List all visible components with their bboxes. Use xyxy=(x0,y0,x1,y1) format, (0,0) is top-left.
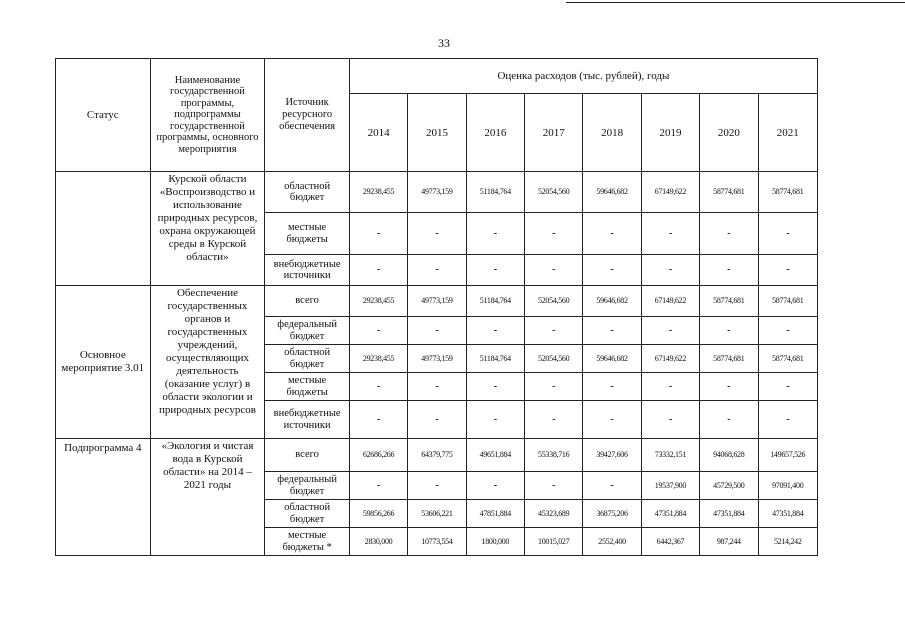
value-cell: - xyxy=(758,401,818,439)
header-year: 2014 xyxy=(349,94,407,172)
table-row xyxy=(56,172,818,213)
budget-table xyxy=(55,58,818,556)
value-cell: 39427,606 xyxy=(583,439,641,472)
value-cell: - xyxy=(758,317,818,345)
header-year: 2018 xyxy=(583,94,641,172)
value-cell: 59646,682 xyxy=(583,172,641,213)
value-cell: 67149,622 xyxy=(641,172,699,213)
value-cell: - xyxy=(349,373,407,401)
value-cell: - xyxy=(583,373,641,401)
value-cell: - xyxy=(525,255,583,286)
value-cell: 47851,884 xyxy=(466,500,524,528)
value-cell: - xyxy=(349,255,407,286)
header-name: Наименование государственной программы, подпрограммы государственной программы, основного мероприятия xyxy=(150,59,265,172)
value-cell: 2830,000 xyxy=(349,528,407,556)
value-cell: - xyxy=(700,213,758,255)
header-year: 2017 xyxy=(525,94,583,172)
header-year: 2015 xyxy=(408,94,466,172)
value-cell: 58774,681 xyxy=(700,345,758,373)
value-cell: - xyxy=(525,317,583,345)
value-cell: - xyxy=(758,255,818,286)
value-cell: 58774,681 xyxy=(758,286,818,317)
table-row xyxy=(56,439,818,472)
value-cell: 49651,884 xyxy=(466,439,524,472)
value-cell: 58774,681 xyxy=(700,286,758,317)
value-cell: - xyxy=(349,213,407,255)
value-cell: - xyxy=(466,255,524,286)
row-funding-source: областной бюджет xyxy=(265,345,350,373)
value-cell: 19537,900 xyxy=(641,472,699,500)
header-year: 2016 xyxy=(466,94,524,172)
value-cell: 97091,400 xyxy=(758,472,818,500)
value-cell: 49773,159 xyxy=(408,172,466,213)
row-funding-source: областной бюджет xyxy=(265,172,350,213)
value-cell: 45323,689 xyxy=(525,500,583,528)
row-program-name: Курской области «Воспроизводство и использование природных ресурсов, охрана окружающей среды в Курской области» xyxy=(150,172,265,286)
row-program-name: «Экология и чистая вода в Курской области» на 2014 – 2021 годы xyxy=(150,439,265,556)
value-cell: - xyxy=(466,317,524,345)
value-cell: - xyxy=(583,213,641,255)
value-cell: - xyxy=(466,401,524,439)
value-cell: - xyxy=(641,213,699,255)
value-cell: - xyxy=(466,213,524,255)
value-cell: 59646,682 xyxy=(583,345,641,373)
value-cell: 52054,560 xyxy=(525,172,583,213)
value-cell: 62686,266 xyxy=(349,439,407,472)
row-funding-source: местные бюджеты xyxy=(265,213,350,255)
value-cell: - xyxy=(408,317,466,345)
value-cell: 29238,455 xyxy=(349,345,407,373)
value-cell: - xyxy=(700,373,758,401)
value-cell: 10773,554 xyxy=(408,528,466,556)
value-cell: 67149,622 xyxy=(641,286,699,317)
value-cell: - xyxy=(466,373,524,401)
value-cell: 49773,159 xyxy=(408,286,466,317)
value-cell: 47351,884 xyxy=(700,500,758,528)
value-cell: - xyxy=(758,373,818,401)
value-cell: 987,244 xyxy=(700,528,758,556)
value-cell: 29238,455 xyxy=(349,286,407,317)
value-cell: - xyxy=(583,401,641,439)
value-cell: 64379,775 xyxy=(408,439,466,472)
row-funding-source: областной бюджет xyxy=(265,500,350,528)
value-cell: - xyxy=(700,317,758,345)
value-cell: 47351,884 xyxy=(758,500,818,528)
row-funding-source: всего xyxy=(265,286,350,317)
value-cell: - xyxy=(525,401,583,439)
value-cell: 55338,716 xyxy=(525,439,583,472)
row-funding-source: внебюджетные источники xyxy=(265,255,350,286)
row-funding-source: всего xyxy=(265,439,350,472)
value-cell: - xyxy=(349,401,407,439)
row-funding-source: федеральный бюджет xyxy=(265,317,350,345)
value-cell: - xyxy=(408,401,466,439)
row-status: Основное мероприятие 3.01 xyxy=(56,286,151,439)
row-status xyxy=(56,172,151,286)
value-cell: 53606,221 xyxy=(408,500,466,528)
row-program-name: Обеспечение государственных органов и государственных учреждений, осуществляющих деятельность (оказание услуг) в области экологии и природных ресурсов xyxy=(150,286,265,439)
value-cell: - xyxy=(583,317,641,345)
header-rule xyxy=(566,2,905,3)
value-cell: - xyxy=(583,255,641,286)
value-cell: - xyxy=(525,213,583,255)
value-cell: 94068,628 xyxy=(700,439,758,472)
value-cell: 52054,560 xyxy=(525,286,583,317)
value-cell: - xyxy=(583,472,641,500)
value-cell: 52054,560 xyxy=(525,345,583,373)
header-estimate-title: Оценка расходов (тыс. рублей), годы xyxy=(349,59,817,94)
value-cell: 51184,764 xyxy=(466,172,524,213)
value-cell: 6442,367 xyxy=(641,528,699,556)
header-year: 2021 xyxy=(758,94,818,172)
value-cell: 58774,681 xyxy=(700,172,758,213)
value-cell: 2552,400 xyxy=(583,528,641,556)
value-cell: - xyxy=(700,255,758,286)
value-cell: - xyxy=(641,401,699,439)
value-cell: 149657,526 xyxy=(758,439,818,472)
value-cell: - xyxy=(758,213,818,255)
value-cell: - xyxy=(700,401,758,439)
value-cell: 59646,682 xyxy=(583,286,641,317)
value-cell: 10015,027 xyxy=(525,528,583,556)
value-cell: 67149,622 xyxy=(641,345,699,373)
value-cell: 51184,764 xyxy=(466,345,524,373)
value-cell: - xyxy=(466,472,524,500)
value-cell: - xyxy=(349,472,407,500)
row-status: Подпрограмма 4 xyxy=(56,439,151,556)
value-cell: 5214,242 xyxy=(758,528,818,556)
header-year: 2019 xyxy=(641,94,699,172)
header-year: 2020 xyxy=(700,94,758,172)
value-cell: 58774,681 xyxy=(758,345,818,373)
value-cell: - xyxy=(408,472,466,500)
table-row xyxy=(56,286,818,317)
header-source: Источник ресурсного обеспечения xyxy=(265,59,350,172)
value-cell: 59856,266 xyxy=(349,500,407,528)
value-cell: - xyxy=(408,213,466,255)
row-funding-source: местные бюджеты * xyxy=(265,528,350,556)
value-cell: 58774,681 xyxy=(758,172,818,213)
value-cell: 73332,151 xyxy=(641,439,699,472)
row-funding-source: федеральный бюджет xyxy=(265,472,350,500)
row-funding-source: местные бюджеты xyxy=(265,373,350,401)
row-funding-source: внебюджетные источники xyxy=(265,401,350,439)
value-cell: - xyxy=(408,255,466,286)
value-cell: 36875,206 xyxy=(583,500,641,528)
value-cell: - xyxy=(641,373,699,401)
value-cell: - xyxy=(349,317,407,345)
value-cell: 51184,764 xyxy=(466,286,524,317)
value-cell: 49773,159 xyxy=(408,345,466,373)
header-status: Статус xyxy=(56,59,151,172)
value-cell: - xyxy=(641,317,699,345)
value-cell: 47351,884 xyxy=(641,500,699,528)
value-cell: - xyxy=(408,373,466,401)
value-cell: - xyxy=(641,255,699,286)
page-number: 33 xyxy=(438,36,450,50)
value-cell: 1800,000 xyxy=(466,528,524,556)
value-cell: - xyxy=(525,472,583,500)
value-cell: 45729,500 xyxy=(700,472,758,500)
value-cell: - xyxy=(525,373,583,401)
value-cell: 29238,455 xyxy=(349,172,407,213)
